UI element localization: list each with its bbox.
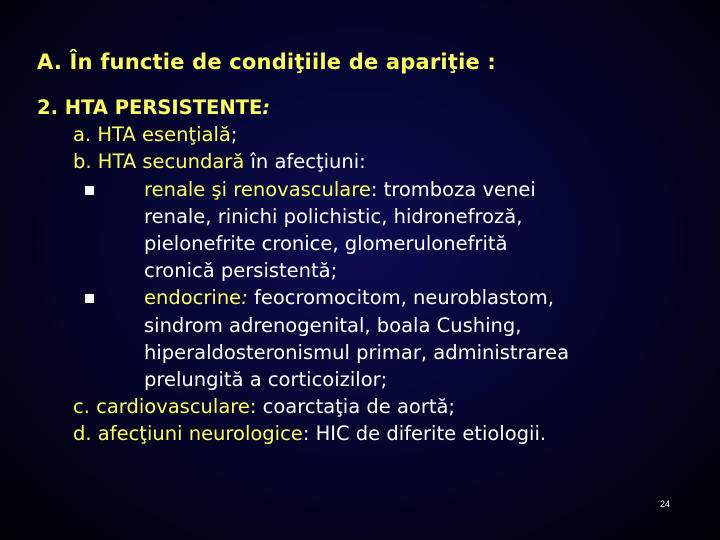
- bullet-renal-line3: pielonefrite cronice, glomerulonefrită: [144, 232, 508, 256]
- item-a-label: a. HTA esenţială: [73, 123, 231, 147]
- item-b-rest: în afecţiuni:: [244, 150, 366, 174]
- bullet-renal-line2: renale, rinichi polichistic, hidronefroză,: [144, 204, 523, 228]
- bullet-renal: [37, 176, 697, 203]
- section-heading-colon: :: [262, 96, 271, 119]
- item-d-rest: : HIC de diferite etiologii.: [302, 422, 547, 446]
- item-b: [37, 148, 697, 175]
- bullet-endocrine-line2: sindrom adrenogenital, boala Cushing,: [144, 313, 522, 337]
- bullet-renal-term: renale şi renovasculare: [144, 177, 371, 201]
- bullet-endocrine-term: endocrine: [144, 286, 242, 310]
- section-heading: [37, 94, 697, 121]
- bullet-endocrine-line3: hiperaldosteronismul primar, administrarea: [144, 340, 570, 364]
- bullet-endocrine-line1: feocromocitom, neuroblastom,: [247, 286, 554, 310]
- bullet-endocrine: [37, 284, 697, 311]
- item-a: [37, 121, 697, 148]
- item-c-rest: coarctaţia de aortă;: [256, 395, 456, 419]
- bullet-endocrine-line4: prelungită a corticoizilor;: [144, 368, 388, 392]
- slide-body: [37, 94, 697, 448]
- item-c: [37, 393, 697, 420]
- item-b-label: b. HTA secundară: [73, 150, 245, 174]
- page-number: 24: [659, 499, 670, 509]
- item-d: [37, 420, 697, 447]
- bullet-renal-line1: : tromboza venei: [370, 177, 536, 201]
- bullet-renal-line4: cronică persistentă;: [144, 259, 338, 283]
- bullet-endocrine-colon: :: [241, 286, 248, 310]
- item-c-label: c. cardiovasculare:: [73, 395, 257, 419]
- section-heading-label: 2. HTA PERSISTENTE: [37, 96, 263, 119]
- item-d-label: d. afecţiuni neurologice: [73, 422, 303, 446]
- square-bullet-icon: [85, 294, 94, 303]
- square-bullet-icon: [85, 186, 94, 195]
- item-a-sep: ;: [230, 123, 238, 147]
- slide-title: A. În functie de condiţiile de apariţie :: [37, 50, 497, 74]
